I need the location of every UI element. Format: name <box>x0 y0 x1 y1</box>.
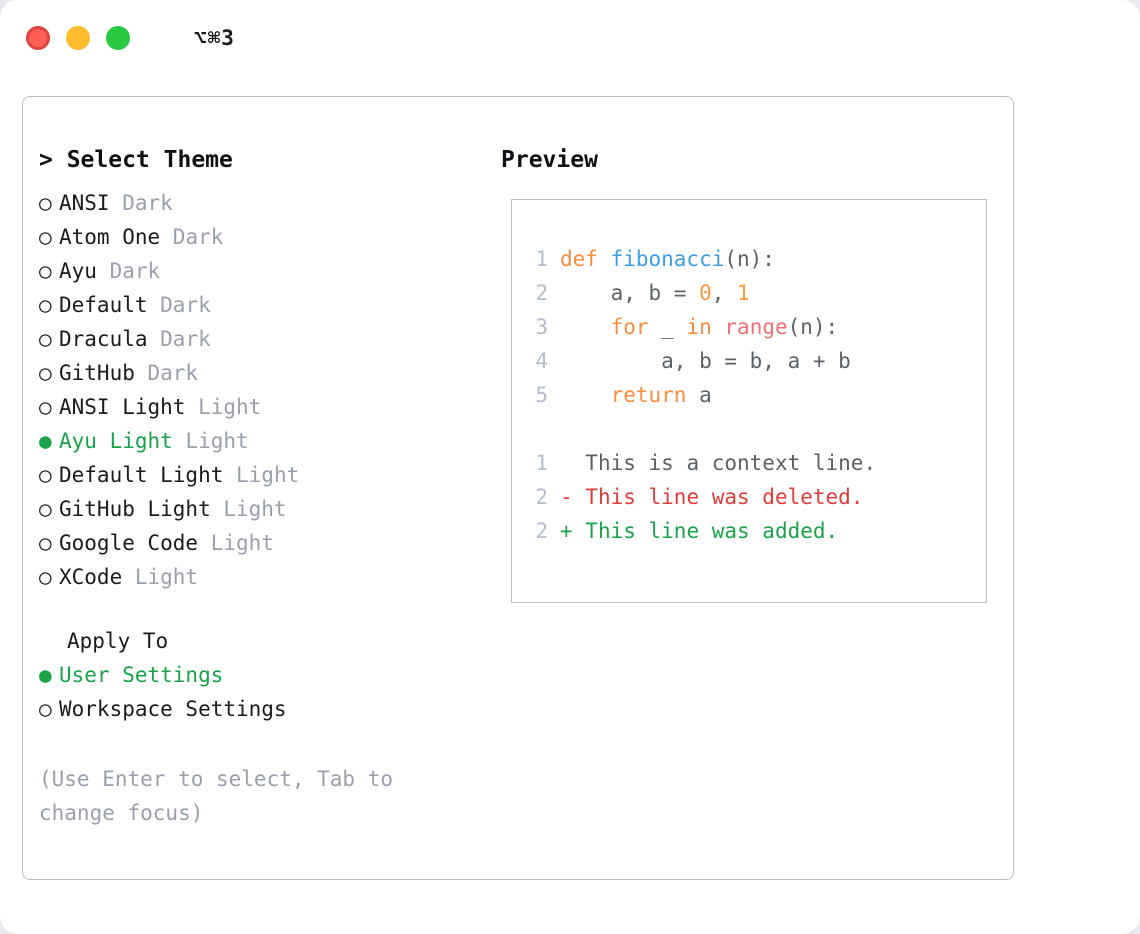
code-token: , <box>711 281 738 305</box>
theme-option[interactable] <box>39 186 479 220</box>
diff-sign: + <box>560 519 573 543</box>
theme-option-label: Atom One <box>59 225 161 249</box>
theme-option[interactable] <box>39 424 479 458</box>
minimize-button[interactable] <box>66 26 90 50</box>
title-bar <box>0 0 1140 76</box>
code-line <box>526 276 876 310</box>
line-number: 4 <box>535 349 548 373</box>
code-token: def <box>560 247 611 271</box>
theme-option[interactable] <box>39 288 479 322</box>
window-title: ⌥⌘3 <box>194 26 235 50</box>
code-line <box>526 344 876 378</box>
theme-option-tag: Dark <box>109 191 173 215</box>
preview-box <box>511 199 987 603</box>
code-line <box>526 310 876 344</box>
line-number: 2 <box>535 519 548 543</box>
theme-option-label: ANSI Light <box>59 395 186 419</box>
radio-unselected-icon: ○ <box>39 531 52 555</box>
diff-sign: - <box>560 485 573 509</box>
zoom-button[interactable] <box>106 26 130 50</box>
code-token <box>560 383 611 407</box>
radio-unselected-icon: ○ <box>39 293 52 317</box>
theme-option-tag: Light <box>172 429 249 453</box>
preview-code <box>526 242 876 548</box>
code-token: (n): <box>724 247 775 271</box>
apply-to-option-label: User Settings <box>59 663 224 687</box>
radio-unselected-icon: ○ <box>39 463 52 487</box>
theme-option-label: ANSI <box>59 191 110 215</box>
code-token <box>712 315 725 339</box>
diff-text: This is a context line. <box>572 451 877 475</box>
theme-option-tag: Light <box>210 497 287 521</box>
diff-text: This line was added. <box>572 519 839 543</box>
code-token: range <box>724 315 788 339</box>
code-token: 0 <box>699 281 712 305</box>
close-button[interactable] <box>26 26 50 50</box>
theme-option-list <box>39 186 479 594</box>
theme-option-label: Default Light <box>59 463 224 487</box>
line-number: 5 <box>535 383 548 407</box>
theme-option[interactable] <box>39 390 479 424</box>
code-token: _ <box>648 315 687 339</box>
radio-unselected-icon: ○ <box>39 497 52 521</box>
radio-unselected-icon: ○ <box>39 191 52 215</box>
apply-to-option-label: Workspace Settings <box>59 697 287 721</box>
select-theme-heading: > Select Theme <box>39 147 233 173</box>
theme-option-label: Dracula <box>59 327 148 351</box>
line-number: 1 <box>535 247 548 271</box>
radio-selected-icon: ● <box>39 429 52 453</box>
code-token <box>560 315 611 339</box>
apply-to-option-list <box>39 658 479 726</box>
radio-unselected-icon: ○ <box>39 361 52 385</box>
theme-option-label: XCode <box>59 565 123 589</box>
code-token: a, b = <box>560 281 700 305</box>
line-number: 1 <box>535 451 548 475</box>
theme-option-tag: Dark <box>160 225 224 249</box>
theme-selection-column <box>39 147 479 830</box>
theme-option[interactable] <box>39 458 479 492</box>
preview-column <box>501 147 1001 543</box>
line-number: 3 <box>535 315 548 339</box>
code-token: fibonacci <box>610 247 725 271</box>
apply-to-option[interactable] <box>39 692 479 726</box>
theme-option[interactable] <box>39 254 479 288</box>
theme-option-label: Default <box>59 293 148 317</box>
code-token: (n): <box>787 315 839 339</box>
diff-sign <box>560 451 573 475</box>
theme-option[interactable] <box>39 560 479 594</box>
theme-option-label: GitHub Light <box>59 497 211 521</box>
theme-option[interactable] <box>39 356 479 390</box>
apply-to-option[interactable] <box>39 658 479 692</box>
radio-unselected-icon: ○ <box>39 327 52 351</box>
radio-unselected-icon: ○ <box>39 225 52 249</box>
theme-option-label: GitHub <box>59 361 135 385</box>
code-token: a <box>686 383 712 407</box>
preview-heading: Preview <box>501 147 598 173</box>
theme-option-tag: Light <box>198 531 274 555</box>
line-number: 2 <box>535 485 548 509</box>
theme-option-tag: Light <box>185 395 262 419</box>
diff-line <box>526 446 876 480</box>
radio-unselected-icon: ○ <box>39 395 52 419</box>
theme-option-tag: Dark <box>147 327 211 351</box>
theme-option-tag: Dark <box>147 293 211 317</box>
code-line <box>526 378 876 412</box>
theme-option-label: Google Code <box>59 531 199 555</box>
apply-to-heading: Apply To <box>67 629 169 653</box>
code-line <box>526 242 876 276</box>
line-number: 2 <box>535 281 548 305</box>
theme-option-label: Ayu Light <box>59 429 173 453</box>
radio-unselected-icon: ○ <box>39 259 52 283</box>
code-token: in <box>686 315 712 339</box>
theme-option-label: Ayu <box>59 259 97 283</box>
theme-option-tag: Dark <box>96 259 161 283</box>
theme-option-tag: Light <box>122 565 199 589</box>
theme-option-tag: Light <box>223 463 300 487</box>
theme-option[interactable] <box>39 220 479 254</box>
code-token: for <box>610 315 649 339</box>
theme-option[interactable] <box>39 322 479 356</box>
radio-unselected-icon: ○ <box>39 697 52 721</box>
theme-option-tag: Dark <box>134 361 199 385</box>
diff-text: This line was deleted. <box>572 485 864 509</box>
theme-option[interactable] <box>39 492 479 526</box>
diff-line <box>526 514 876 548</box>
code-token: a, b = b, a + b <box>560 349 851 373</box>
code-token: return <box>610 383 687 407</box>
code-diff-separator <box>526 412 876 446</box>
code-token: 1 <box>737 281 750 305</box>
keyboard-hint: (Use Enter to select, Tab to change focus) <box>39 767 406 825</box>
theme-option[interactable] <box>39 526 479 560</box>
radio-selected-icon: ● <box>39 663 52 687</box>
main-panel <box>22 96 1014 880</box>
radio-unselected-icon: ○ <box>39 565 52 589</box>
diff-line <box>526 480 876 514</box>
